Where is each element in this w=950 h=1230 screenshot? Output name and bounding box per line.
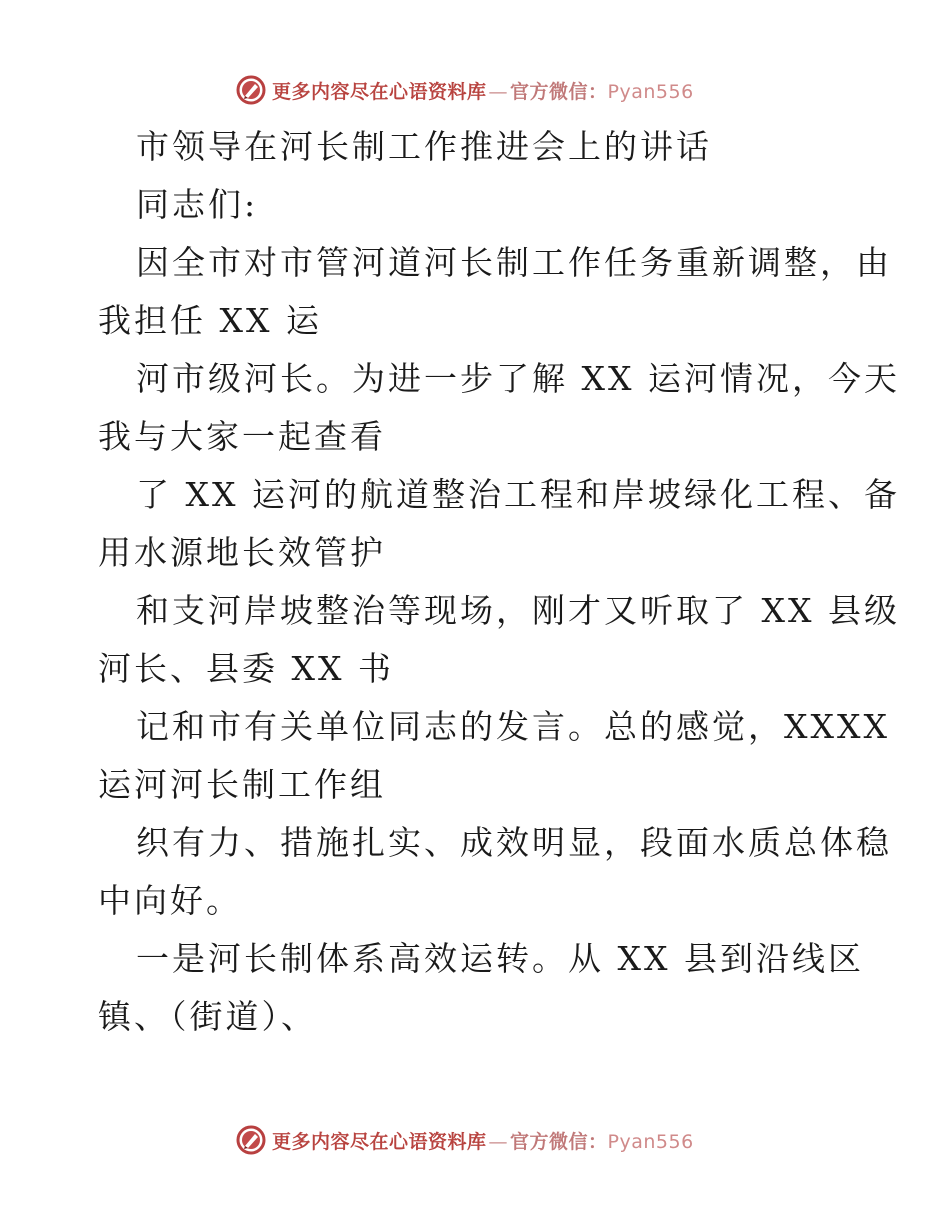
- paragraph-line: 河市级河长。为进一步了解 XX 运河情况，今天: [136, 359, 900, 398]
- header-watermark: [236, 74, 694, 106]
- document-title: 市领导在河长制工作推进会上的讲话: [136, 127, 712, 166]
- watermark-dash: —: [488, 1130, 509, 1153]
- watermark-site: 更多内容尽在心语资料库: [272, 80, 487, 103]
- watermark-text: [272, 77, 694, 104]
- pen-logo-icon: [236, 75, 266, 105]
- watermark-wechat-id: Pyan556: [607, 80, 694, 103]
- paragraph-line: 织有力、措施扎实、成效明显，段面水质总体稳: [136, 823, 892, 862]
- watermark-dash: —: [488, 80, 509, 103]
- paragraph-line: 镇、（街道）、: [98, 997, 317, 1036]
- watermark-site: 更多内容尽在心语资料库: [272, 1130, 487, 1153]
- paragraph-line: 河长、县委 XX 书: [98, 649, 394, 688]
- footer-watermark: [236, 1124, 694, 1156]
- watermark-wechat-id: Pyan556: [607, 1130, 694, 1153]
- paragraph-line: 运河河长制工作组: [98, 765, 386, 804]
- paragraph-line: 因全市对市管河道河长制工作任务重新调整，由: [136, 243, 892, 282]
- pen-logo-icon: [236, 1125, 266, 1155]
- watermark-text: [272, 1127, 694, 1154]
- watermark-official-label: 官方微信：: [510, 80, 608, 103]
- watermark-official-label: 官方微信：: [510, 1130, 608, 1153]
- paragraph-line: 中向好。: [98, 881, 242, 920]
- document-body: [98, 118, 900, 1046]
- paragraph-line: 和支河岸坡整治等现场，刚才又听取了 XX 县级: [136, 591, 900, 630]
- paragraph-line: 了 XX 运河的航道整治工程和岸坡绿化工程、备: [136, 475, 900, 514]
- paragraph-line: 记和市有关单位同志的发言。总的感觉，XXXX: [136, 707, 890, 746]
- paragraph-line: 用水源地长效管护: [98, 533, 386, 572]
- salutation: 同志们:: [136, 185, 259, 224]
- paragraph-line: 一是河长制体系高效运转。从 XX 县到沿线区: [136, 939, 864, 978]
- paragraph-line: 我与大家一起查看: [98, 417, 386, 456]
- paragraph-line: 我担任 XX 运: [98, 301, 322, 340]
